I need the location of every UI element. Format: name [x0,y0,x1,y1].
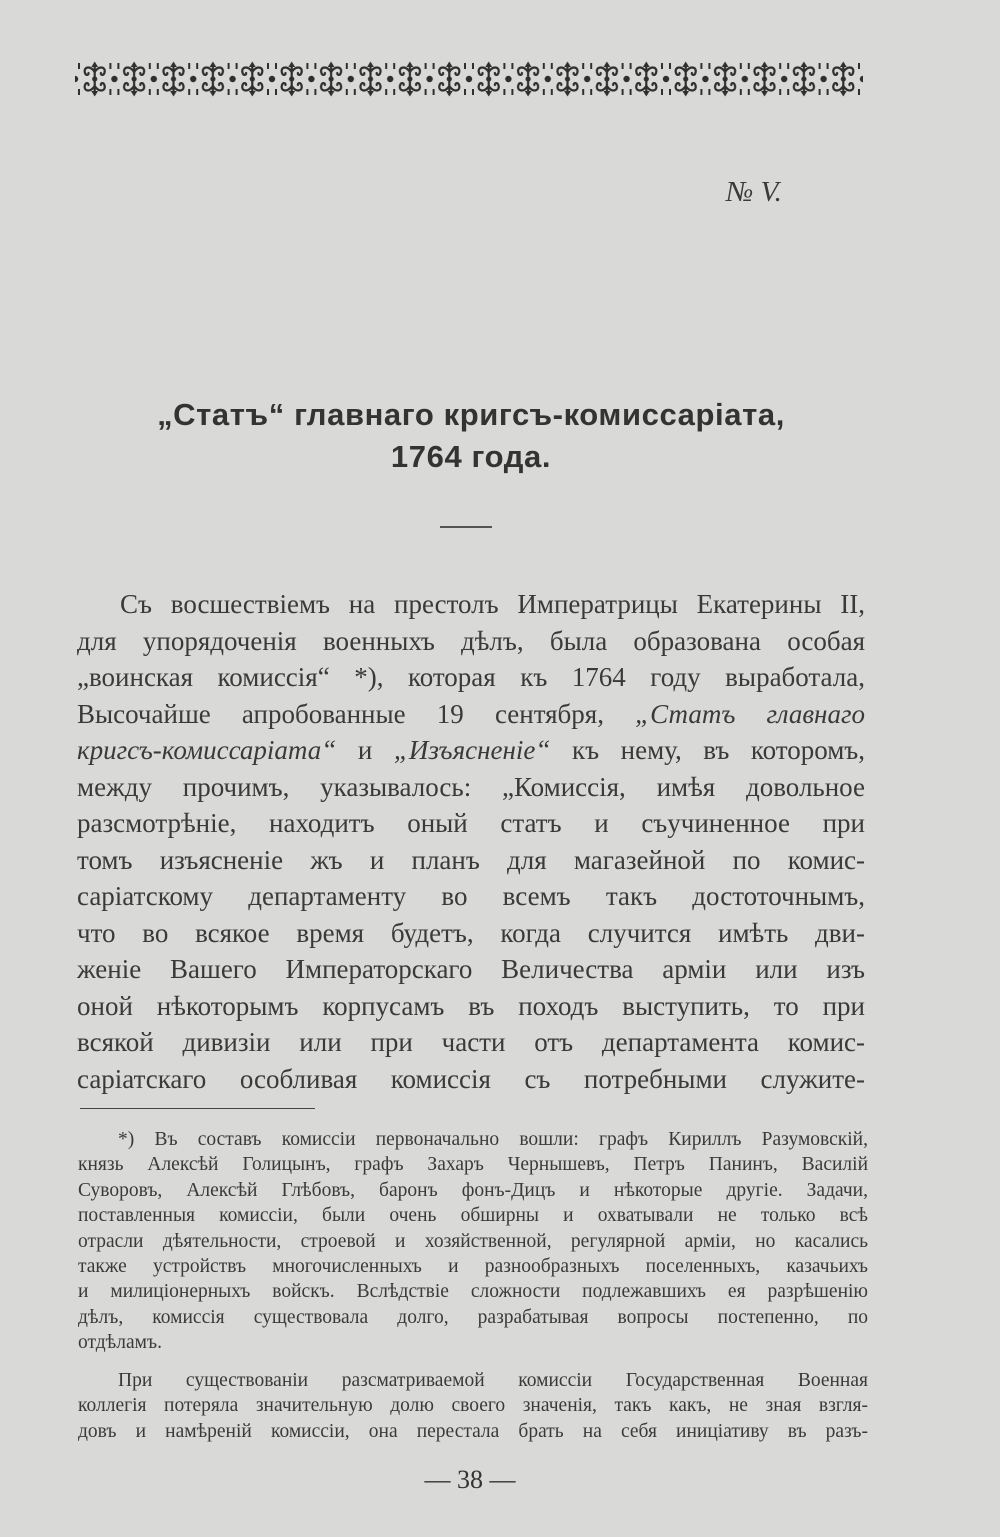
body-line: между прочимъ, указывалось: „Комиссія, имѣя довольное [77,771,865,802]
footnote-line: отдѣламъ. [78,1332,162,1354]
italic-title-segment: „Изъясненіе“ [393,735,551,765]
page-number: — 38 — [424,1465,516,1494]
body-line [77,732,865,769]
chapter-title-line-1: „Статъ“ главнаго кригсъ-комиссаріата, [157,397,785,432]
body-text-segment: къ нему, въ которомъ, [571,735,866,765]
footnote-divider [80,1108,315,1109]
body-line: „воинская комиссія“ *), которая къ 1764 году выработала, [77,662,865,692]
section-number: № V. [726,176,782,208]
footnote-paragraph [78,1368,868,1444]
body-line: для упорядоченія военныхъ дѣлъ, была образована особая [77,625,865,656]
footnote-line: дѣлъ, комиссія существовала долго, разрабатывая вопросы постепенно, по [78,1306,868,1328]
footnote-line: Суворовъ, Алексѣй Глѣбовъ, баронъ фонъ-Дицъ и нѣкоторые другіе. Задачи, [78,1179,868,1201]
body-text-segment: и [357,735,373,765]
footnote-line: *) Въ составъ комиссіи первоначально вошли: графъ Кириллъ Разумовскій, [118,1129,868,1150]
footnote-paragraph [78,1127,868,1356]
body-line: саріатскаго особливая комиссія съ потребными служите- [77,1063,865,1094]
body-line: всякой дивизіи или при части отъ департамента комис- [77,1027,865,1057]
body-line: разсмотрѣніе, находитъ оный статъ и съучиненное при [77,808,865,838]
body-paragraph [77,586,865,1097]
title-divider [440,526,492,528]
footnote-line: и милиціонерныхъ войскъ. Вслѣдствіе сложности подлежавшихъ ея разрѣшенію [78,1281,868,1303]
body-text-segment: Высочайше апробованные 19 сентября, [77,698,604,729]
body-line: томъ изъясненіе жъ и планъ для магазейной по комис- [77,844,865,875]
body-line: женіе Вашего Императорскаго Величества арміи или изъ [77,954,865,984]
body-line: оной нѣкоторымъ корпусамъ въ походъ выступить, то при [77,990,865,1021]
body-line: саріатскому департаменту во всемъ такъ достоточнымъ, [77,881,865,911]
italic-title-segment: кригсъ-комиссаріата“ [77,735,337,765]
ornament-band-icon [75,60,863,98]
chapter-title [76,394,866,478]
footnote-line: также устройствъ многочисленныхъ и разнообразныхъ поселенныхъ, казачьихъ [78,1256,868,1278]
body-line: Съ восшествіемъ на престолъ Императрицы Екатерины II, [120,589,865,619]
body-line [77,696,865,733]
footnote-line: При существованіи разсматриваемой комиссіи Государственная Военная [118,1370,868,1391]
italic-title-segment: „Статъ главнаго [635,698,865,729]
chapter-title-line-2: 1764 года. [390,439,552,474]
footnote-line: поставленныя комиссіи, были очень обширны и охватывали не только всѣ [78,1205,868,1227]
footnote-line: довъ и намѣреній комиссіи, она перестала брать на себя иниціативу въ разъ- [78,1420,868,1442]
footnote-line: отрасли дѣятельности, строевой и хозяйственной, регулярной арміи, но касались [78,1230,868,1252]
body-line: что во всякое время будетъ, когда случится имѣть дви- [77,917,865,948]
footnote-line: князь Алексѣй Голицынъ, графъ Захаръ Чернышевъ, Петръ Панинъ, Василій [78,1154,868,1176]
footnote-line: коллегія потеряла значительную долю своего значенія, такъ какъ, не зная взгля- [78,1395,868,1417]
